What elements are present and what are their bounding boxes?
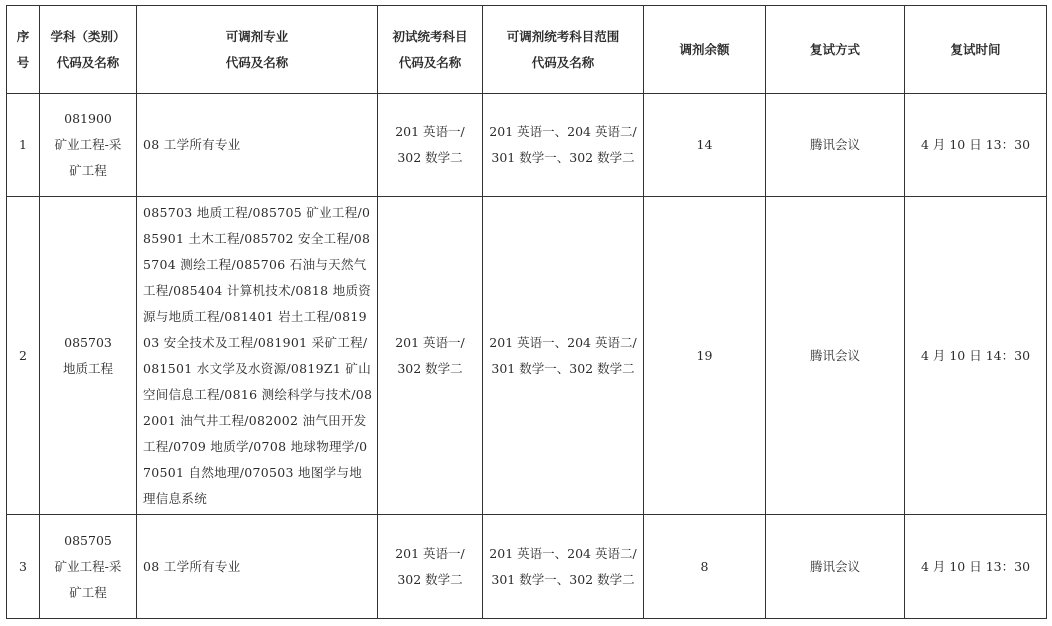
header-major-line2: 代码及名称 xyxy=(225,54,289,70)
subject-name-line1: 地质工程 xyxy=(62,360,113,376)
row-time: 4 月 10 日 14：30 xyxy=(905,197,1047,515)
header-exam-line2: 代码及名称 xyxy=(398,54,462,70)
range-line2: 301 数学一、302 数学二 xyxy=(491,571,635,587)
table-row xyxy=(7,515,1047,619)
header-quota: 调剂余额 xyxy=(644,6,766,94)
table-row xyxy=(7,94,1047,197)
row-seq: 3 xyxy=(7,515,40,619)
exam-line1: 201 英语一/ xyxy=(395,334,465,350)
row-majors: 08 工学所有专业 xyxy=(137,515,378,619)
row-majors: 085703 地质工程/085705 矿业工程/085901 土木工程/085702 安全工程/085704 测绘工程/085706 石油与天然气工程/085404 计算机技术/0818 地质资源与地质工程/081401 岩土工程/081903 安全技术及工程/081901 采矿工程/081501 水文学及水资源/0819Z1 矿山空间信息工程/0816 测绘科学与技术/082001 油气井工程/082002 油气田开发工程/0709 地质学/0708 地球物理学/070501 自然地理/070503 地图学与地理信息系统 xyxy=(137,197,378,515)
header-exam xyxy=(378,6,483,94)
row-exam xyxy=(378,94,483,197)
row-range xyxy=(483,197,644,515)
subject-name-line1: 矿业工程-采 xyxy=(54,558,122,574)
subject-name-line1: 矿业工程-采 xyxy=(54,137,122,152)
row-time: 4 月 10 日 13：30 xyxy=(905,94,1047,197)
row-quota: 14 xyxy=(644,94,766,197)
range-line1: 201 英语一、204 英语二/ xyxy=(489,124,637,139)
header-time: 复试时间 xyxy=(905,6,1047,94)
range-line2: 301 数学一、302 数学二 xyxy=(491,150,635,165)
subject-code: 085705 xyxy=(64,532,112,548)
header-range-line1: 可调剂统考科目范围 xyxy=(506,28,620,44)
row-method: 腾讯会议 xyxy=(766,515,905,619)
row-subject xyxy=(40,515,137,619)
subject-code: 085703 xyxy=(64,334,112,350)
row-subject xyxy=(40,94,137,197)
row-range xyxy=(483,94,644,197)
exam-line2: 302 数学二 xyxy=(397,360,463,376)
exam-line2: 302 数学二 xyxy=(397,571,463,587)
range-line1: 201 英语一、204 英语二/ xyxy=(489,545,637,561)
header-row xyxy=(7,6,1047,94)
row-time: 4 月 10 日 13：30 xyxy=(905,515,1047,619)
header-subject xyxy=(40,6,137,94)
subject-name-line2: 矿工程 xyxy=(69,584,107,600)
subject-code: 081900 xyxy=(64,111,112,126)
adjustment-table xyxy=(6,5,1047,619)
row-subject xyxy=(40,197,137,515)
range-line2: 301 数学一、302 数学二 xyxy=(491,360,635,376)
row-seq: 2 xyxy=(7,197,40,515)
row-majors: 08 工学所有专业 xyxy=(137,94,378,197)
row-exam xyxy=(378,515,483,619)
row-quota: 19 xyxy=(644,197,766,515)
row-quota: 8 xyxy=(644,515,766,619)
row-exam xyxy=(378,197,483,515)
header-major xyxy=(137,6,378,94)
subject-name-line2: 矿工程 xyxy=(69,163,107,178)
header-range xyxy=(483,6,644,94)
header-range-line2: 代码及名称 xyxy=(531,54,595,70)
range-line1: 201 英语一、204 英语二/ xyxy=(489,334,637,350)
header-subject-line1: 学科（类别） xyxy=(50,28,126,44)
header-method: 复试方式 xyxy=(766,6,905,94)
exam-line2: 302 数学二 xyxy=(397,150,463,165)
exam-line1: 201 英语一/ xyxy=(395,124,465,139)
header-subject-line2: 代码及名称 xyxy=(56,54,120,70)
table-row xyxy=(7,197,1047,515)
row-range xyxy=(483,515,644,619)
header-exam-line1: 初试统考科目 xyxy=(392,28,468,44)
row-method: 腾讯会议 xyxy=(766,197,905,515)
exam-line1: 201 英语一/ xyxy=(395,545,465,561)
header-seq: 序号 xyxy=(7,6,40,94)
header-major-line1: 可调剂专业 xyxy=(225,28,289,44)
row-seq: 1 xyxy=(7,94,40,197)
row-method: 腾讯会议 xyxy=(766,94,905,197)
